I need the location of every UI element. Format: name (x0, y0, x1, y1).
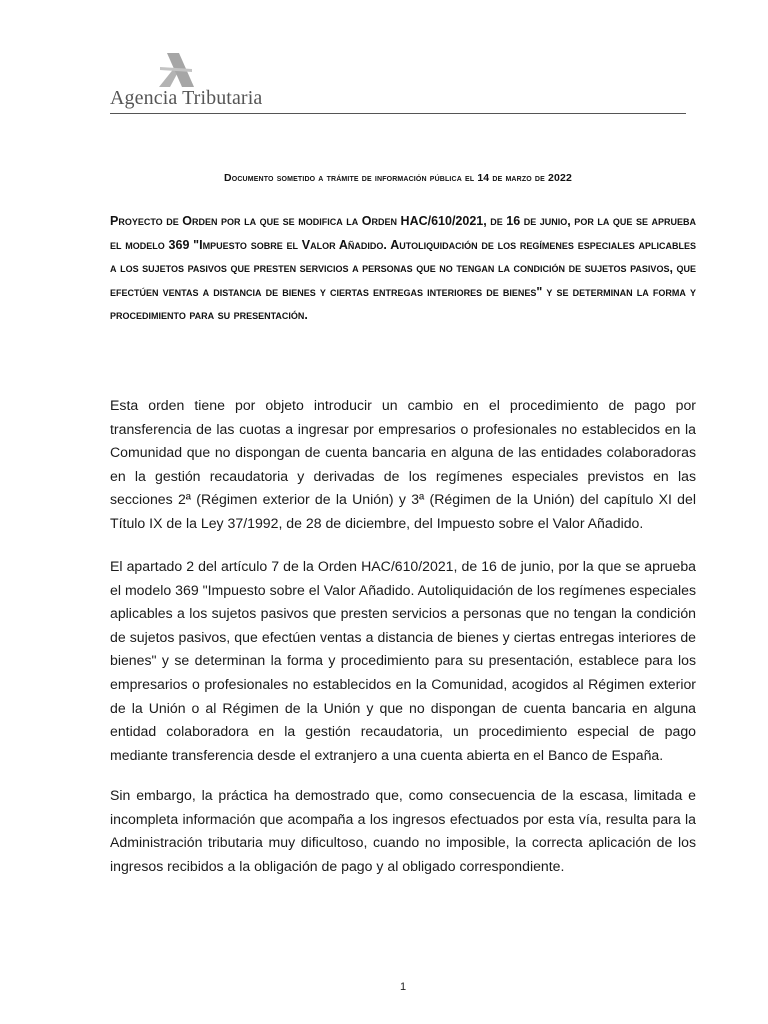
page-number: 1 (399, 981, 407, 993)
body-paragraph: El apartado 2 del artículo 7 de la Orden HAC/610/2021, de 16 de junio, por la que se aprueba el modelo 369 "Impuesto sobre el Valor Añadido. Autoliquidación de los regímenes especiales aplicables a los sujetos pasivos que presten servicios a personas que no tengan la condición de sujetos pasivos, que efectúen ventas a distancia de bienes y ciertas entregas interiores de bienes" y se determinan la forma y procedimiento para su presentación, establece para los empresarios o profesionales no establecidos en la Comunidad, acogidos al Régimen exterior de la Unión o al Régimen de la Unión y que no dispongan de cuenta bancaria en alguna entidad colaboradora en la gestión recaudatoria, un procedimiento especial de pago mediante transferencia desde el extranjero a una cuenta abierta en el Banco de España. (110, 558, 696, 763)
document-title: Proyecto de Orden por la que se modifica la Orden HAC/610/2021, de 16 de junio, por la que se aprueba el modelo 369 "Impuesto sobre el Valor Añadido. Autoliquidación de los regímenes especiales aplicables a los sujetos pasivos que presten servicios a personas que no tengan la condición de sujetos pasivos, que efectúen ventas a distancia de bienes y ciertas entregas interiores de bienes" y se determinan la forma y procedimiento para su presentación. (110, 214, 696, 323)
agencia-tributaria-emblem-icon (156, 50, 196, 88)
body-paragraph: Esta orden tiene por objeto introducir un cambio en el procedimiento de pago por transferencia de las cuotas a ingresar por empresarios o profesionales no establecidos en la Comunidad que no dispongan de cuenta bancaria en alguna de las entidades colaboradoras en la gestión recaudatoria y derivadas de los regímenes especiales previstos en las secciones 2ª (Régimen exterior de la Unión) y 3ª (Régimen de la Unión) del capítulo XI del Título IX de la Ley 37/1992, de 28 de diciembre, del Impuesto sobre el Valor Añadido. (110, 397, 696, 531)
header-divider (110, 113, 686, 114)
body-paragraph: Sin embargo, la práctica ha demostrado que, como consecuencia de la escasa, limitada e incompleta información que acompaña a los ingresos efectuados por esta vía, resulta para la Administración tributaria muy dificultoso, cuando no imposible, la correcta aplicación de los ingresos recibidos a la obligación de pago y al obligado correspondiente. (110, 787, 696, 874)
agency-name: Agencia Tributaria (110, 87, 263, 109)
document-status-line: Documento sometido a trámite de información pública el 14 de marzo de 2022 (224, 172, 572, 184)
